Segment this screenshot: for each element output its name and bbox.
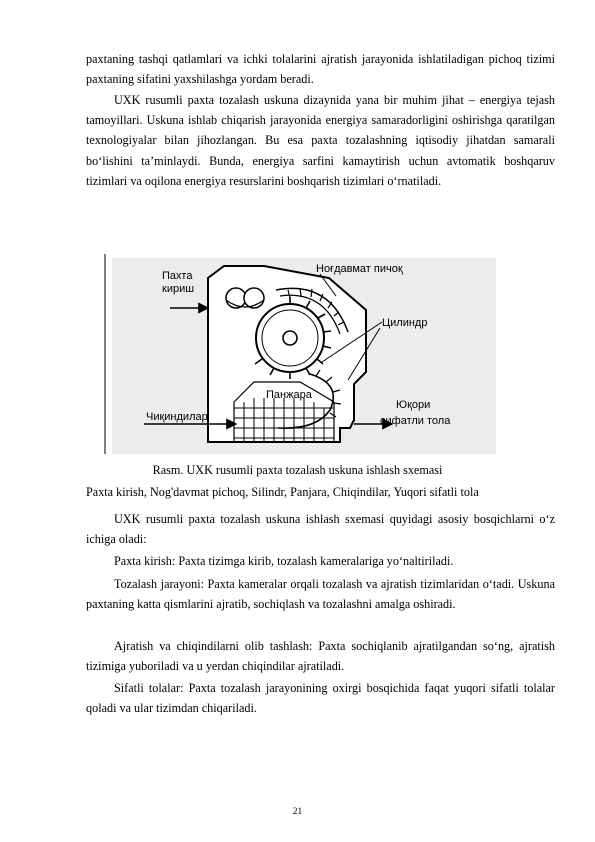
- figure-caption: Rasm. UXK rusumli paxta tozalash uskuna ishlash sxemasi: [152, 463, 443, 477]
- paragraph-2: UXK rusumli paxta tozalash uskuna dizaynida yana bir muhim jihat – energiya tejash tamoyillari. Uskuna ishlab chiqarish jarayonida energiya samaradorligini oshirishga qaratilgan texnologiyalar bilan jihozlangan. Bu esa paxta tozalashning iqtisodiy jihatdan samarali bo‘lishini ta’minlaydi. Bunda, energiya sarfini kamaytirish uchun avtomatik boshqaruv tizimlari va oqilona energiya resurslarini boshqarish tizimlari o‘rnatiladi.: [86, 93, 555, 188]
- paragraph-4: Paxta kirish: Paxta tizimga kirib, tozalash kameralariga yo‘naltiriladi.: [114, 554, 454, 568]
- paragraph-1: paxtaning tashqi qatlamlari va ichki tolalarini ajratish jarayonida ishlatiladigan pichoq tizimi paxtaning sifatini yaxshilashga yordam beradi.: [86, 52, 555, 87]
- paragraph-7: Sifatli tolalar: Paxta tozalash jarayonining oxirgi bosqichida faqat yuqori sifatli tolalar qoladi va ular tizimdan chiqariladi.: [86, 681, 555, 716]
- figure-labels-line: Paxta kirish, Nog'davmat pichoq, Silindr, Panjara, Chiqindilar, Yuqori sifatli tola: [86, 485, 479, 499]
- waste-label: Чиқиндилар: [146, 411, 208, 423]
- inlet-label-2: кириш: [162, 283, 195, 295]
- output-label-2: сифатли тола: [380, 415, 451, 427]
- cylinder-shaft: [283, 331, 297, 345]
- cylinder-label: Цилиндр: [382, 317, 428, 329]
- paragraph-5: Tozalash jarayoni: Paxta kameralar orqali tozalash va ajratish tizimlaridan o‘tadi. Uskuna paxtaning katta qismlarini ajratib, sochiqlash va tozalashni amalga oshiradi.: [86, 577, 555, 612]
- grate-label: Панжара: [266, 389, 312, 401]
- output-label-1: Юқори: [396, 399, 431, 411]
- inlet-label-1: Пахта: [162, 270, 193, 282]
- knife-label: Ноғдавмат пичоқ: [316, 263, 403, 275]
- paragraph-3: UXK rusumli paxta tozalash uskuna ishlash sxemasi quyidagi asosiy bosqichlarni o‘z ichiga oladi:: [86, 512, 555, 547]
- paragraph-6: Ajratish va chiqindilarni olib tashlash: Paxta sochiqlanib ajratilgandan so‘ng, ajratish tizimiga yuboriladi va u yerdan chiqindilar ajratiladi.: [86, 639, 555, 674]
- cleaning-machine-diagram: [104, 252, 496, 454]
- page-number: 21: [292, 807, 303, 817]
